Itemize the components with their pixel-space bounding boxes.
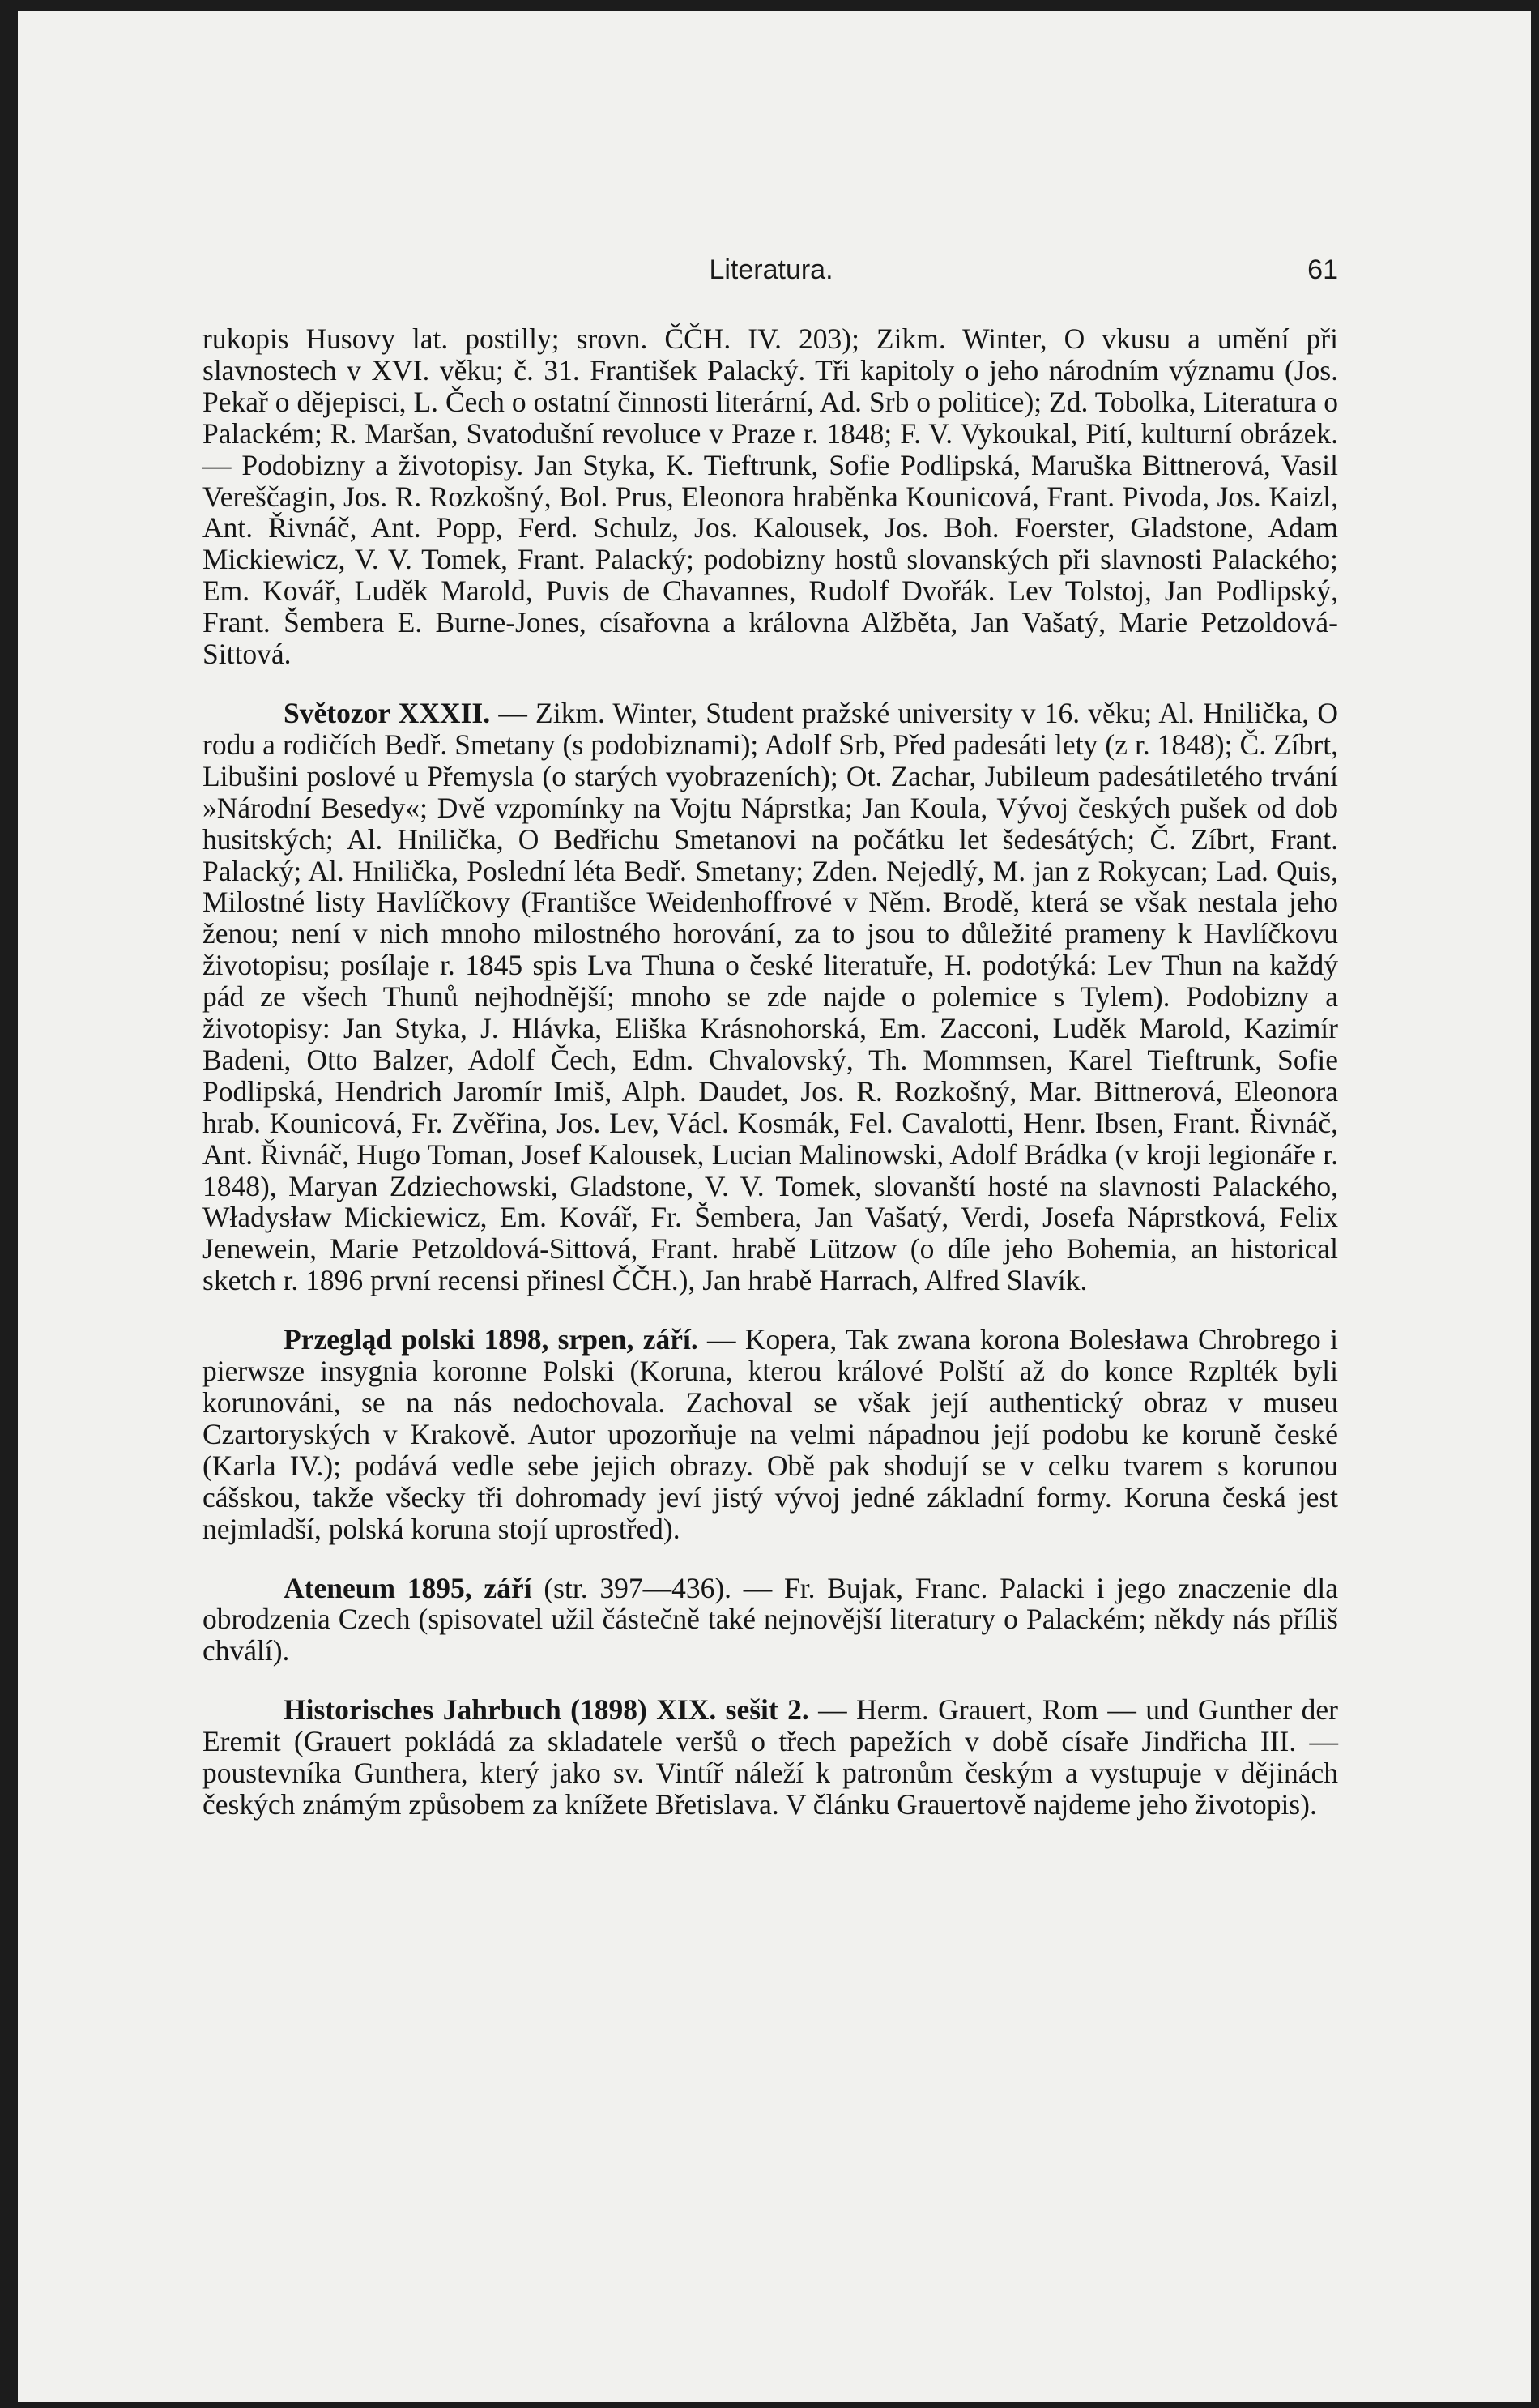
entry-svetozor (202, 698, 1338, 1296)
entry-text: — Herm. Grauert, Rom — und Gunther der Eremit (Grauert pokládá za skladatele veršů o třech papežích v době císaře Jindřicha III. — poustevníka Gunthera, který jako sv. Vintíř náleží k patronům českým a vystupuje v dějinách českých známým způsobem za knížete Břetislava. V článku Grauertově najdeme jeho životopis). (202, 1693, 1338, 1821)
entry-heading: Przegląd polski 1898, srpen, září. (284, 1323, 698, 1356)
book-page (18, 11, 1531, 2402)
running-title: Literatura. (709, 254, 833, 285)
entry-przeglad-polski (202, 1324, 1338, 1544)
entry-text: (str. 397—436). — Fr. Bujak, Franc. Palacki i jego znaczenie dla obrodzenia Czech (spisovatel užil částečně také nejnovější literatury o Palackém; někdy nás příliš chválí). (202, 1571, 1338, 1667)
page-header (204, 254, 1338, 303)
entry-text: — Zikm. Winter, Student pražské university v 16. věku; Al. Hnilička, O rodu a rodičích Bedř. Smetany (s podobiznami); Adolf Srb, Před padesáti lety (z r. 1848); Č. Zíbrt, Libušini poslové u Přemysla (o starých vyobrazeních); Ot. Zachar, Jubileum padesátiletého trvání »Národní Besedy«; Dvě vzpomínky na Vojtu Náprstka; Jan Koula, Vývoj českých pušek od dob husitských; Al. Hnilička, O Bedřichu Smetanovi na počátku let šedesátých; Č. Zíbrt, Frant. Palacký; Al. Hnilička, Poslední léta Bedř. Smetany; Zden. Nejedlý, M. jan z Rokycan; Lad. Quis, Milostné listy Havlíčkovy (Františce Weidenhoffrové v Něm. Brodě, která se však nestala jeho ženou; není v nich mnoho milostného horování, za to jsou to důležité prameny k Havlíčkovu životopisu; posílaje r. 1845 spis Lva Thuna o české literatuře, H. podotýká: Lev Thun na každý pád ze všech Thunů nejhodnější; mnoho se zde najde o polemice s Tylem). Podobizny a životopisy: Jan Styka, J. Hlávka, Eliška Krásnohorská, Em. Zacconi, Luděk Marold, Kazimír Badeni, Otto Balzer, Adolf Čech, Edm. Chvalovský, Th. Mommsen, Karel Tieftrunk, Sofie Podlipská, Hendrich Jaromír Imiš, Alph. Daudet, Jos. R. Rozkošný, Mar. Bittnerová, Eleonora hrab. Kounicová, Fr. Zvěřina, Jos. Lev, Václ. Kosmák, Fel. Cavalotti, Henr. Ibsen, Frant. Řivnáč, Ant. Řivnáč, Hugo Toman, Josef Kalousek, Lucian Malinowski, Adolf Brádka (v kroji legionáře r. 1848), Maryan Zdziechowski, Gladstone, V. V. Tomek, slovanští hosté na slavnosti Palackého, Władysław Mickiewicz, Em. Kovář, Fr. Šembera, Jan Vašatý, Verdi, Josefa Náprstková, Felix Jenewein, Marie Petzoldová-Sittová, Frant. hrabě Lützow (o díle jeho Bohemia, an historical sketch r. 1896 první recensi přinesl ČČH.), Jan hrabě Harrach, Alfred Slavík. (202, 696, 1338, 1297)
paragraph-text: rukopis Husovy lat. postilly; srovn. ČČH. IV. 203); Zikm. Winter, O vkusu a umění při slavnostech v XVI. věku; č. 31. František Palacký. Tři kapitoly o jeho národním významu (Jos. Pekař o dějepisci, L. Čech o ostatní činnosti literární, Ad. Srb o politice); Zd. Tobolka, Literatura o Palackém; R. Maršan, Svatodušní revoluce v Praze r. 1848; F. V. Vykoukal, Pití, kulturní obrázek. — Podobizny a životopisy. Jan Styka, K. Tieftrunk, Sofie Podlipská, Maruška Bittnerová, Vasil Vereščagin, Jos. R. Rozkošný, Bol. Prus, Eleonora hraběnka Kounicová, Frant. Pivoda, Jos. Kaizl, Ant. Řivnáč, Ant. Popp, Ferd. Schulz, Jos. Kalousek, Jos. Boh. Foerster, Gladstone, Adam Mickiewicz, V. V. Tomek, Frant. Palacký; podobizny hostů slovanských při slavnosti Palackého; Em. Kovář, Luděk Marold, Puvis de Chavannes, Rudolf Dvořák. Lev Tolstoj, Jan Podlipský, Frant. Šembera E. Burne-Jones, císařovna a královna Alžběta, Jan Vašatý, Marie Petzoldová-Sittová. (202, 322, 1338, 671)
entry-historisches-jahrbuch (202, 1694, 1338, 1821)
entry-heading: Ateneum 1895, září (284, 1571, 532, 1604)
entry-heading: Světozor XXXII. (284, 696, 491, 729)
entry-heading: Historisches Jahrbuch (1898) XIX. sešit 2. (284, 1693, 809, 1727)
paragraph-palacky-continuation (202, 323, 1338, 670)
page-number: 61 (1307, 254, 1338, 285)
entry-ateneum (202, 1573, 1338, 1667)
body-text (202, 323, 1338, 1821)
entry-text: — Kopera, Tak zwana korona Bolesława Chrobrego i pierwsze insygnia koronne Polski (Koruna, kterou králové Polští až do konce Rzplték byli korunováni, se na nás nedochovala. Zachoval se však její authentický obraz v museu Czartoryských v Krakově. Autor upozorňuje na velmi nápadnou její podobu ke koruně české (Karla IV.); podává vedle sebe jejich obrazy. Obě pak shodují se v celku tvarem s korunou cášskou, takže všecky tři dohromady jeví jistý vývoj jedné základní formy. Koruna česká jest nejmladší, polská koruna stojí uprostřed). (202, 1323, 1338, 1545)
